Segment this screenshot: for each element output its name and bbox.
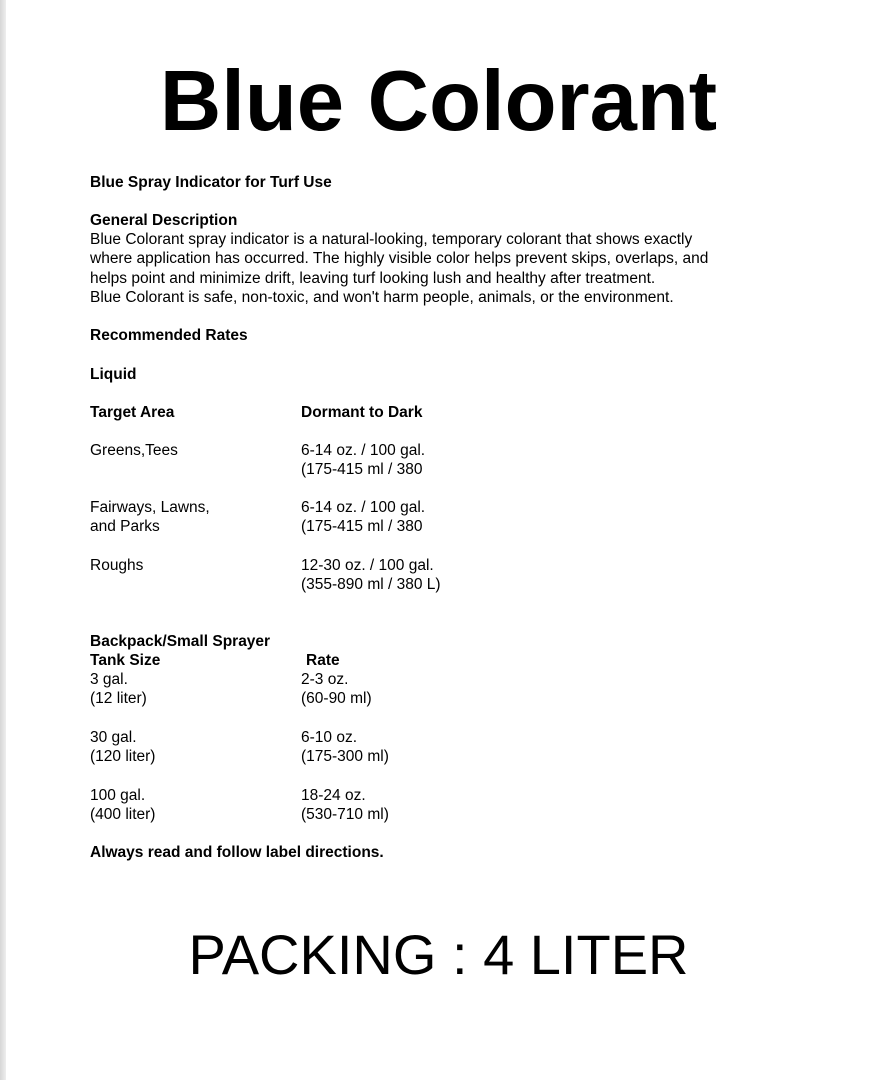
backpack-row-rate-metric: (60-90 ml) bbox=[301, 690, 372, 707]
general-description-body bbox=[90, 230, 770, 307]
liquid-row-rate-metric: (175-415 ml / 380 bbox=[301, 518, 423, 535]
page-title: Blue Colorant bbox=[159, 54, 718, 149]
description-line: Blue Colorant is safe, non-toxic, and won't harm people, animals, or the environment. bbox=[90, 288, 674, 306]
recommended-rates-heading: Recommended Rates bbox=[90, 327, 248, 344]
backpack-row-tank: 3 gal. bbox=[90, 671, 128, 688]
description-line: helps point and minimize drift, leaving turf looking lush and healthy after treatment. bbox=[90, 269, 656, 287]
backpack-row-tank: 100 gal. bbox=[90, 787, 146, 804]
backpack-row-rate-metric: (530-710 ml) bbox=[301, 806, 389, 823]
liquid-column-rate: Dormant to Dark bbox=[301, 404, 423, 421]
subtitle: Blue Spray Indicator for Turf Use bbox=[90, 174, 332, 191]
liquid-row-rate: 6-14 oz. / 100 gal. bbox=[301, 442, 426, 459]
general-description-heading: General Description bbox=[90, 212, 238, 229]
page-edge bbox=[0, 0, 6, 1080]
description-line: where application has occurred. The highly visible color helps prevent skips, overlaps, and bbox=[90, 250, 709, 268]
backpack-row-rate-metric: (175-300 ml) bbox=[301, 748, 389, 765]
liquid-row-area-continued: and Parks bbox=[90, 518, 160, 535]
liquid-heading: Liquid bbox=[90, 366, 137, 383]
backpack-row-rate: 6-10 oz. bbox=[301, 729, 358, 746]
liquid-row-area: Fairways, Lawns, bbox=[90, 499, 210, 516]
description-line: Blue Colorant spray indicator is a natural-looking, temporary colorant that shows exactly bbox=[90, 231, 693, 248]
liquid-row-area: Roughs bbox=[90, 557, 144, 574]
liquid-column-target-area: Target Area bbox=[90, 404, 175, 421]
backpack-row-rate: 18-24 oz. bbox=[301, 787, 366, 804]
backpack-row-tank-metric: (400 liter) bbox=[90, 806, 156, 823]
backpack-column-rate: Rate bbox=[306, 652, 340, 669]
liquid-row-rate: 12-30 oz. / 100 gal. bbox=[301, 557, 434, 574]
backpack-heading: Backpack/Small Sprayer bbox=[90, 633, 271, 650]
label-directions-note: Always read and follow label directions. bbox=[90, 844, 384, 861]
liquid-row-rate-metric: (355-890 ml / 380 L) bbox=[301, 576, 441, 593]
backpack-row-tank-metric: (12 liter) bbox=[90, 690, 147, 707]
backpack-row-rate: 2-3 oz. bbox=[301, 671, 349, 688]
liquid-row-rate-metric: (175-415 ml / 380 bbox=[301, 461, 423, 478]
backpack-row-tank: 30 gal. bbox=[90, 729, 137, 746]
backpack-row-tank-metric: (120 liter) bbox=[90, 748, 156, 765]
packing-size: PACKING : 4 LITER bbox=[188, 923, 689, 986]
liquid-row-rate: 6-14 oz. / 100 gal. bbox=[301, 499, 426, 516]
liquid-row-area: Greens,Tees bbox=[90, 442, 178, 459]
backpack-column-tank-size: Tank Size bbox=[90, 652, 161, 669]
